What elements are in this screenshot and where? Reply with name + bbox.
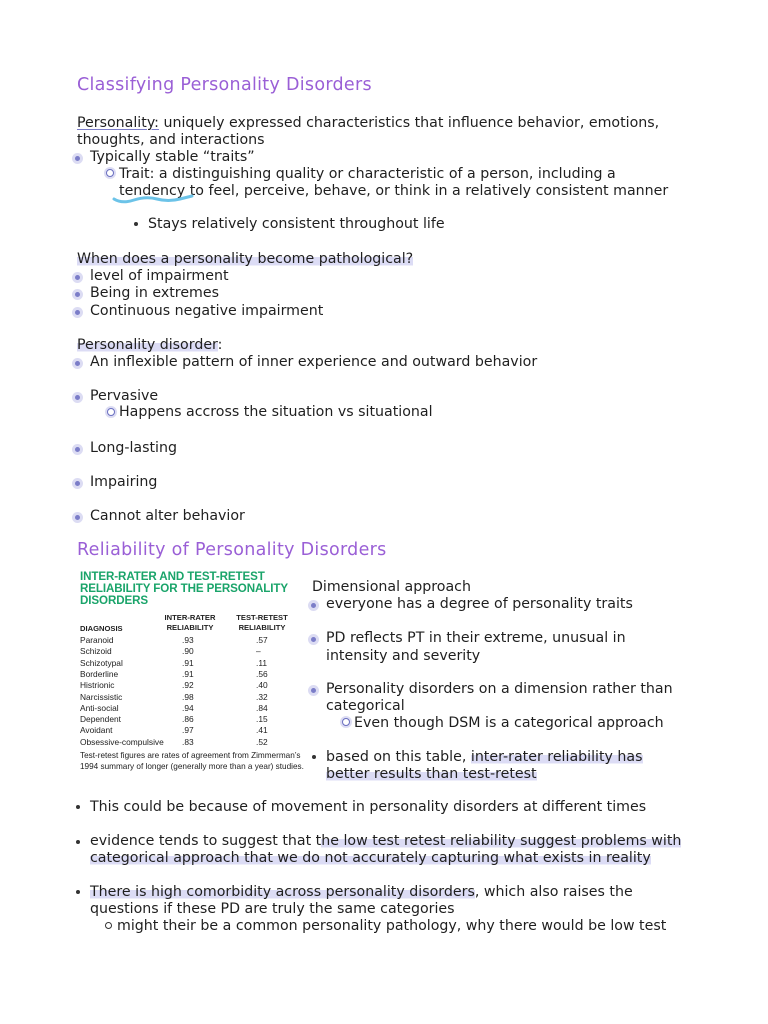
table-cell-testretest: .32: [256, 691, 268, 702]
table-cell-testretest: .40: [256, 680, 268, 691]
table-row: [80, 692, 298, 703]
header-line: INTER-RATER: [164, 613, 216, 622]
personality-definition-line-1: [77, 115, 659, 132]
table-cell-interrater: .90: [182, 646, 194, 657]
table-cell-interrater: .91: [182, 657, 194, 668]
table-cell-testretest: .84: [256, 702, 268, 713]
table-cell-diagnosis: Narcissistic: [80, 691, 123, 702]
pd-colon: :: [217, 337, 223, 353]
plain-text: based on this table,: [326, 749, 471, 765]
table-cell-interrater: .92: [182, 680, 194, 691]
header-line: RELIABILITY: [166, 623, 214, 632]
dimensional-item-3-line-1: Personality disorders on a dimension rather than: [326, 681, 673, 697]
bullet-dot-icon: [311, 637, 316, 642]
squiggle-underline-icon: [112, 193, 194, 205]
table-cell-interrater: .97: [182, 725, 194, 736]
table-cell-testretest: .57: [256, 635, 268, 645]
pathological-question: [77, 251, 413, 268]
table-cell-testretest: .15: [256, 714, 268, 725]
table-title-line: DISORDERS: [80, 594, 149, 607]
table-row: [80, 646, 298, 657]
table-cell-testretest: .56: [256, 668, 268, 679]
traits-bullet: Typically stable “traits”: [90, 149, 255, 165]
table-row: [80, 737, 298, 748]
bullet-dot-icon: [311, 603, 316, 608]
highlighted-text: inter-rater reliability has: [470, 749, 643, 765]
bottom-bullet-3-line-2: questions if these PD are truly the same categories: [90, 901, 455, 917]
bullet-dot-icon: [75, 275, 80, 280]
table-row: [80, 635, 298, 646]
dimensional-item-2-line-1: PD reflects PT in their extreme, unusual in: [326, 630, 626, 646]
table-row: [80, 714, 298, 725]
bullet-dot-icon: [75, 292, 80, 297]
table-title-line: INTER-RATER AND TEST-RETEST: [80, 570, 265, 583]
personality-definition-line-2: thoughts, and interactions: [77, 132, 265, 148]
table-cell-diagnosis: Schizoid: [80, 646, 112, 657]
table-note-line: 1994 summary of longer (generally more than a year) studies.: [80, 761, 304, 771]
table-cell-interrater: .91: [182, 668, 194, 679]
table-header-interrater: [160, 613, 220, 633]
pd-long-lasting: Long-lasting: [90, 440, 177, 456]
pd-term-line: [77, 337, 222, 354]
pd-cannot-alter: Cannot alter behavior: [90, 508, 245, 524]
table-cell-diagnosis: Schizotypal: [80, 657, 123, 668]
bullet-dot-icon: [75, 447, 80, 452]
bullet-icon: [76, 840, 80, 844]
trait-definition-line-2: [119, 183, 668, 200]
dimensional-item-2-line-2: intensity and severity: [326, 648, 481, 664]
tendency-word: tendency: [119, 183, 186, 199]
bottom-bullet-3-line-1: [90, 884, 633, 901]
table-row: [80, 680, 298, 691]
dimensional-approach-heading: Dimensional approach: [312, 579, 471, 595]
bullet-dot-icon: [75, 361, 80, 366]
table-cell-interrater: .86: [182, 714, 194, 725]
reliability-table-image: [80, 570, 304, 771]
question-item-1: level of impairment: [90, 268, 229, 284]
table-row: [80, 703, 298, 714]
table-cell-interrater: .83: [182, 736, 194, 747]
dimensional-item-3-line-2: categorical: [326, 698, 405, 714]
table-cell-interrater: .94: [182, 702, 194, 713]
stays-consistent-bullet: Stays relatively consistent throughout life: [148, 216, 445, 232]
table-cell-testretest: .11: [256, 657, 268, 668]
dimensional-item-1: everyone has a degree of personality traits: [326, 596, 633, 612]
plain-text: , which also raises the: [474, 884, 633, 900]
section-heading-reliability: Reliability of Personality Disorders: [77, 540, 387, 560]
bottom-bullet-1: This could be because of movement in personality disorders at different times: [90, 799, 647, 815]
table-cell-diagnosis: Anti-social: [80, 702, 119, 713]
bullet-dot-icon: [75, 395, 80, 400]
bottom-bullet-3-sub: might their be a common personality pathology, why there would be low test: [117, 918, 667, 934]
table-cell-interrater: .98: [182, 691, 194, 702]
table-cell-testretest: .52: [256, 736, 268, 747]
bullet-dot-icon: [311, 688, 316, 693]
highlighted-text: There is high comorbidity across personality disorders: [90, 884, 475, 900]
pd-impairing: Impairing: [90, 474, 158, 490]
personality-term: Personality:: [77, 115, 159, 131]
table-cell-testretest: .41: [256, 725, 268, 736]
sub-bullet-circle-icon: [342, 718, 350, 726]
sub-bullet-circle-icon: [107, 408, 115, 416]
sub-bullet-circle-icon: [105, 922, 112, 929]
section-heading-classifying: Classifying Personality Disorders: [77, 75, 372, 95]
trait-definition-line-1: Trait: a distinguishing quality or characteristic of a person, including a: [119, 166, 616, 182]
table-cell-diagnosis: Borderline: [80, 668, 119, 679]
bullet-icon: [76, 890, 80, 894]
dimensional-item-4-line-1: [326, 749, 643, 766]
table-note: [80, 751, 304, 772]
bullet-dot-icon: [75, 156, 80, 161]
highlighted-text: categorical approach that we do not accurately capturing what exists in reality: [90, 850, 651, 866]
sub-bullet-circle-icon: [106, 169, 114, 177]
table-header-diagnosis: DIAGNOSIS: [80, 624, 123, 633]
table-cell-diagnosis: Avoidant: [80, 725, 113, 736]
pd-pervasive: Pervasive: [90, 388, 159, 404]
pd-pervasive-sub: Happens accross the situation vs situational: [119, 404, 433, 420]
header-line: RELIABILITY: [238, 623, 286, 632]
plain-text: evidence tends to suggest that t: [90, 833, 322, 849]
pd-inflexible: An inflexible pattern of inner experience and outward behavior: [90, 354, 538, 370]
table-cell-diagnosis: Obsessive-compulsive: [80, 736, 164, 747]
table-row: [80, 669, 298, 680]
bottom-bullet-2-line-2: [90, 850, 651, 867]
bullet-icon: [312, 755, 316, 759]
dimensional-item-3-sub: Even though DSM is a categorical approach: [354, 715, 664, 731]
question-text: When does a personality become pathological?: [77, 251, 414, 267]
table-cell-diagnosis: Dependent: [80, 714, 121, 725]
table-cell-diagnosis: Histrionic: [80, 680, 115, 691]
table-header-testretest: [230, 613, 294, 633]
table-cell-diagnosis: Paranoid: [80, 635, 114, 645]
header-line: TEST-RETEST: [236, 613, 288, 622]
table-title-line: RELIABILITY FOR THE PERSONALITY: [80, 582, 288, 595]
table-cell-interrater: .93: [182, 635, 194, 645]
bullet-dot-icon: [75, 481, 80, 486]
table-cell-testretest: –: [256, 646, 261, 657]
table-note-line: Test-retest figures are rates of agreement from Zimmerman’s: [80, 751, 301, 760]
pd-term: Personality disorder: [77, 337, 218, 353]
bottom-bullet-2-line-1: [90, 833, 681, 850]
question-item-2: Being in extremes: [90, 285, 219, 301]
personality-def-text: uniquely expressed characteristics that influence behavior, emotions,: [158, 115, 660, 131]
highlighted-text: he low test retest reliability suggest problems with: [321, 833, 682, 849]
highlighted-text: better results than test-retest: [326, 766, 537, 782]
question-item-3: Continuous negative impairment: [90, 303, 324, 319]
table-title: [80, 571, 298, 607]
bullet-icon: [134, 222, 138, 226]
bullet-dot-icon: [75, 515, 80, 520]
bullet-icon: [76, 805, 80, 809]
dimensional-item-4-line-2: [326, 766, 537, 783]
table-row: [80, 658, 298, 669]
table-row: [80, 725, 298, 736]
trait-definition-rest: to feel, perceive, behave, or think in a relatively consistent manner: [185, 183, 669, 199]
bullet-dot-icon: [75, 310, 80, 315]
